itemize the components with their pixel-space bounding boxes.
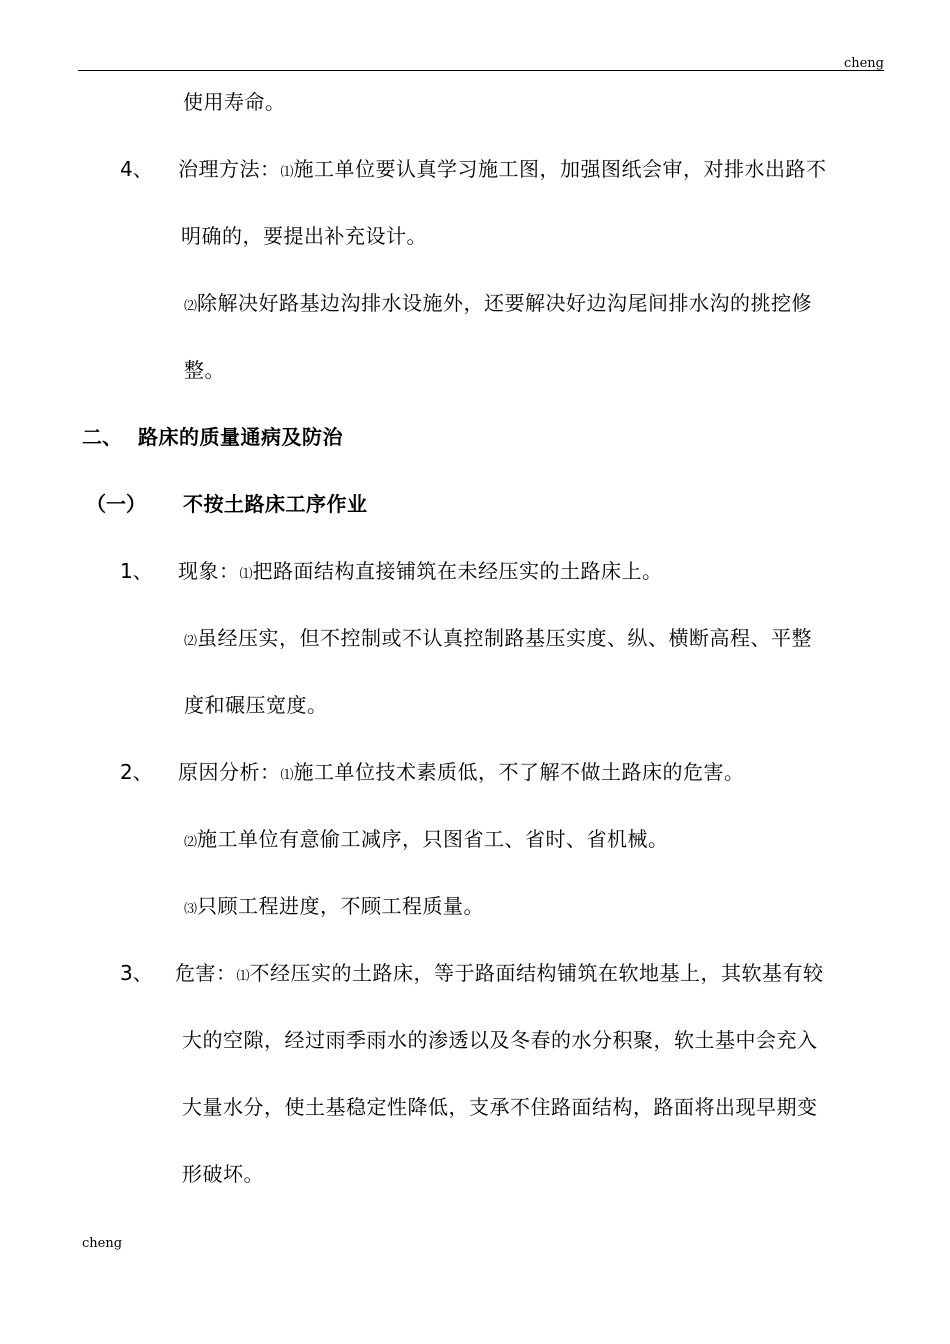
item-number: 2、 [120,760,153,784]
paragraph-line [182,1162,264,1186]
list-marker: ⑴ [236,969,250,984]
item-number: 3、 [120,961,153,985]
paragraph-line [175,961,824,989]
list-marker: ⑵ [184,299,198,314]
paragraph-line [178,760,745,788]
list-marker: ⑴ [239,567,253,582]
paragraph-line [184,693,328,717]
line-text: 形破坏。 [182,1162,264,1186]
line-text: 把路面结构直接铺筑在未经压实的土路床上。 [252,559,663,583]
line-text: 整。 [184,358,225,382]
paragraph-line [184,894,484,922]
paragraph-line [184,291,812,319]
line-text: 虽经压实，但不控制或不认真控制路基压实度、纵、横断高程、平整 [197,626,813,650]
line-text: 使用寿命。 [183,90,286,114]
section-number: 二、 [82,425,122,449]
subsection-number: （一） [86,492,146,516]
paragraph-line [183,90,286,114]
paragraph-line [182,1095,818,1119]
page-header-text: cheng [843,56,884,71]
paragraph-line [181,224,427,248]
item-number: 1、 [120,559,153,583]
section-heading: 路床的质量通病及防治 [138,425,343,449]
list-marker: ⑴ [280,165,294,180]
item-label: 原因分析： [178,760,281,784]
page-footer-text: cheng [82,1236,123,1251]
line-text: 除解决好路基边沟排水设施外，还要解决好边沟尾间排水沟的挑挖修 [197,291,813,315]
line-text: 大量水分，使土基稳定性降低，支承不住路面结构，路面将出现早期变 [182,1095,818,1119]
line-text: 明确的，要提出补充设计。 [181,224,427,248]
list-marker: ⑴ [280,768,294,783]
list-marker: ⑵ [184,835,198,850]
paragraph-line [178,157,827,185]
list-marker: ⑵ [184,634,198,649]
line-text: 施工单位有意偷工减序，只图省工、省时、省机械。 [197,827,669,851]
line-text: 只顾工程进度，不顾工程质量。 [197,894,485,918]
line-text: 大的空隙，经过雨季雨水的渗透以及冬春的水分积聚，软土基中会充入 [182,1028,818,1052]
item-label: 危害： [175,961,237,985]
paragraph-line [184,358,225,382]
item-label: 治理方法： [178,157,281,181]
line-text: 不经压实的土路床，等于路面结构铺筑在软地基上，其软基有较 [249,961,824,985]
line-text: 施工单位技术素质低，不了解不做土路床的危害。 [293,760,745,784]
line-text: 度和碾压宽度。 [184,693,328,717]
paragraph-line [182,1028,818,1052]
list-marker: ⑶ [184,902,198,917]
paragraph-line [184,626,812,654]
header-divider [78,70,884,71]
item-number: 4、 [120,157,153,181]
paragraph-line [184,827,669,855]
paragraph-line [178,559,663,587]
item-label: 现象： [178,559,240,583]
line-text: 施工单位要认真学习施工图，加强图纸会审，对排水出路不 [293,157,827,181]
subsection-heading: 不按土路床工序作业 [183,492,368,516]
